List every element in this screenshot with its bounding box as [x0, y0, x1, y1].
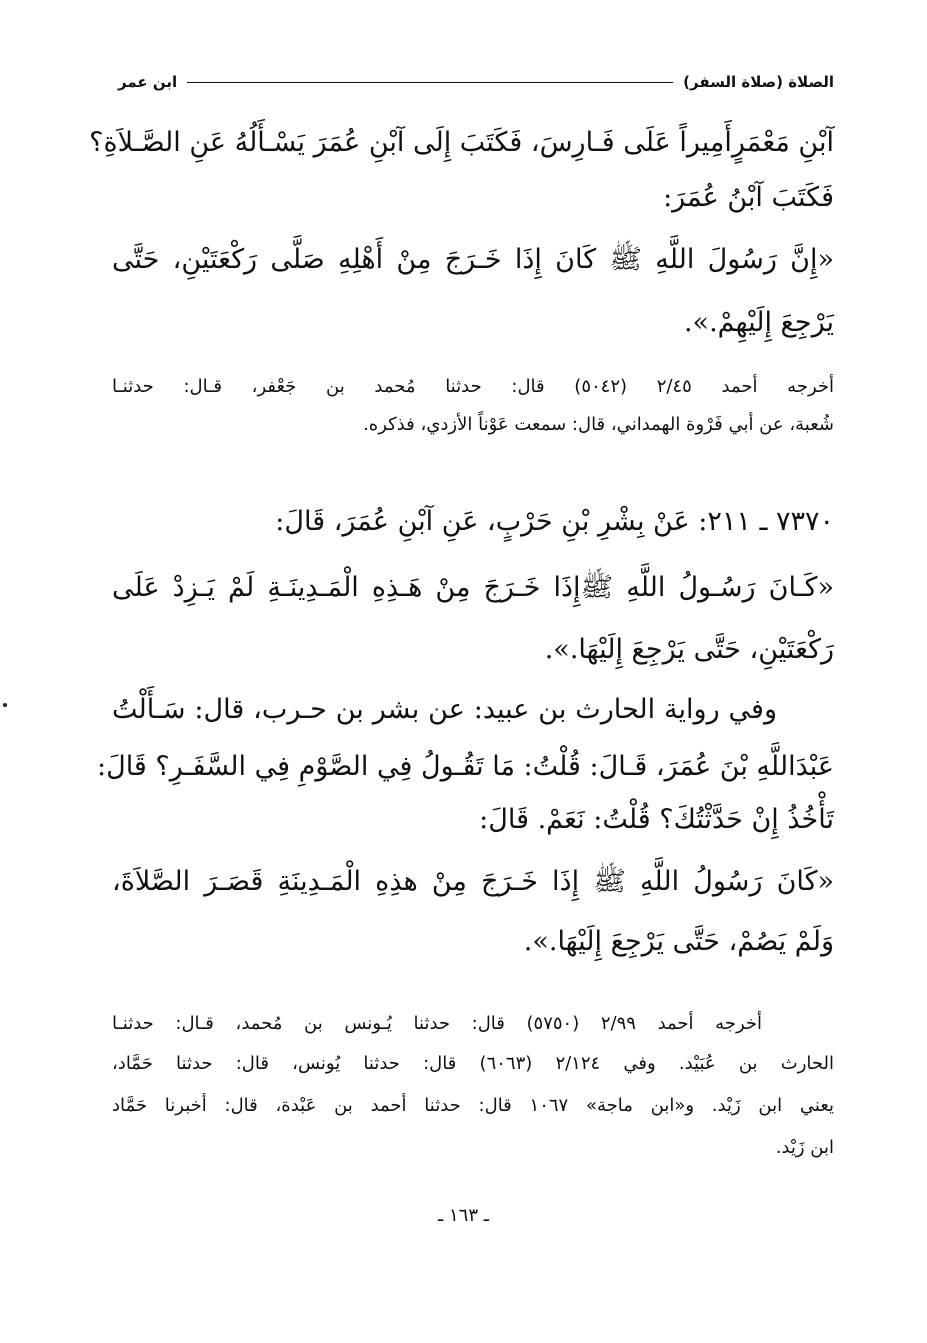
- hadith-matn-line: «كَانَ رَسُولُ اللَّهِ ﷺ إِذَا خَـرَجَ مِنْ هذِهِ الْمَـدِينَةِ قَصَـرَ الصَّلاَةَ،: [112, 866, 835, 897]
- hadith-matn-line: يَرْجِعَ إِلَيْهِمْ.».: [683, 307, 834, 338]
- takhrij-note-line: شُعبة، عن أبي فَرْوة الهمداني، قال: سمعت عَوْناً الأزدي، فذكره.: [363, 414, 834, 435]
- header-chapter-title: الصلاة (صلاة السفر): [683, 73, 834, 91]
- riwaya-text-line: عَبْدَاللَّهِ بْنَ عُمَرَ، قَـالَ: قُلْتُ: مَا تَقُـولُ فِي الصَّوْمِ فِي السَّفَـرِ؟ قَالَ:: [96, 751, 834, 782]
- hadith-matn-line: رَكْعَتَيْنِ، حَتَّى يَرْجِعَ إِلَيْهَا.».: [544, 634, 834, 665]
- header-rule: [187, 82, 673, 83]
- takhrij-note-line: أخرجه أحمد ٢/٩٩ (٥٧٥٠) قال: حدثنا يُـونس بن مُحمد، قـال: حدثنـا: [112, 1013, 763, 1034]
- riwaya-text-line: تَأْخُذُ إِنْ حَدَّثْتُكَ؟ قُلْتُ: نَعَمْ. قَالَ:: [479, 804, 834, 835]
- header-companion-name: ابن عمر: [118, 73, 178, 91]
- hadith-matn-line: وَلَمْ يَصُمْ، حَتَّى يَرْجِعَ إِلَيْهَا.».: [523, 926, 834, 957]
- hadith-text-line: آبْنِ مَعْمَرٍأَمِيراً عَلَى فَـارِسَ، فَكَتَبَ إِلَى آبْنِ عُمَرَ يَسْـأَلُهُ عَنِ الصَّـلاَةِ؟: [89, 127, 834, 158]
- running-header: [118, 66, 834, 98]
- takhrij-note-line: الحارث بن عُبَيْد. وفي ٢/١٢٤ (٦٠٦٣) قال: حدثنا يُونس، قال: حدثنا حَمَّاد،: [112, 1053, 834, 1074]
- hadith-matn-line: «إِنَّ رَسُولَ اللَّهِ ﷺ كَانَ إِذَا خَـرَجَ مِنْ أَهْلِهِ صَلَّى رَكْعَتَيْنِ، حَتَّى: [112, 244, 834, 275]
- scan-speck: [3, 703, 7, 707]
- hadith-text-line: فَكَتَبَ آبْنُ عُمَرَ:: [663, 182, 834, 213]
- takhrij-note-line: يعني ابن زَيْد. و«ابن ماجة» ١٠٦٧ قال: حدثنا أحمد بن عَبْدة، قال: أخبرنا حَمَّاد: [112, 1095, 835, 1116]
- takhrij-note-line: أخرجه أحمد ٢/٤٥ (٥٠٤٢) قال: حدثنا مُحمد بن جَعْفر، قـال: حدثنـا: [112, 376, 835, 397]
- riwaya-text-line: وفي رواية الحارث بن عبيد: عن بشر بن حـرب، قال: سَـأَلْتُ: [112, 694, 777, 725]
- hadith-matn-line: «كَـانَ رَسُـولُ اللَّهِ ﷺإِذَا خَـرَجَ مِنْ هَـذِهِ الْمَـدِينَـةِ لَمْ يَـزِدْ عَلَى: [112, 572, 834, 603]
- page-number: ـ ١٦٣ ـ: [437, 1205, 489, 1226]
- hadith-heading-line: ٧٣٧٠ ـ ٢١١: عَنْ بِشْرِ بْنِ حَرْبٍ، عَنِ آبْنِ عُمَرَ، قَالَ:: [275, 506, 834, 537]
- takhrij-note-line: ابن زَيْد.: [775, 1137, 834, 1158]
